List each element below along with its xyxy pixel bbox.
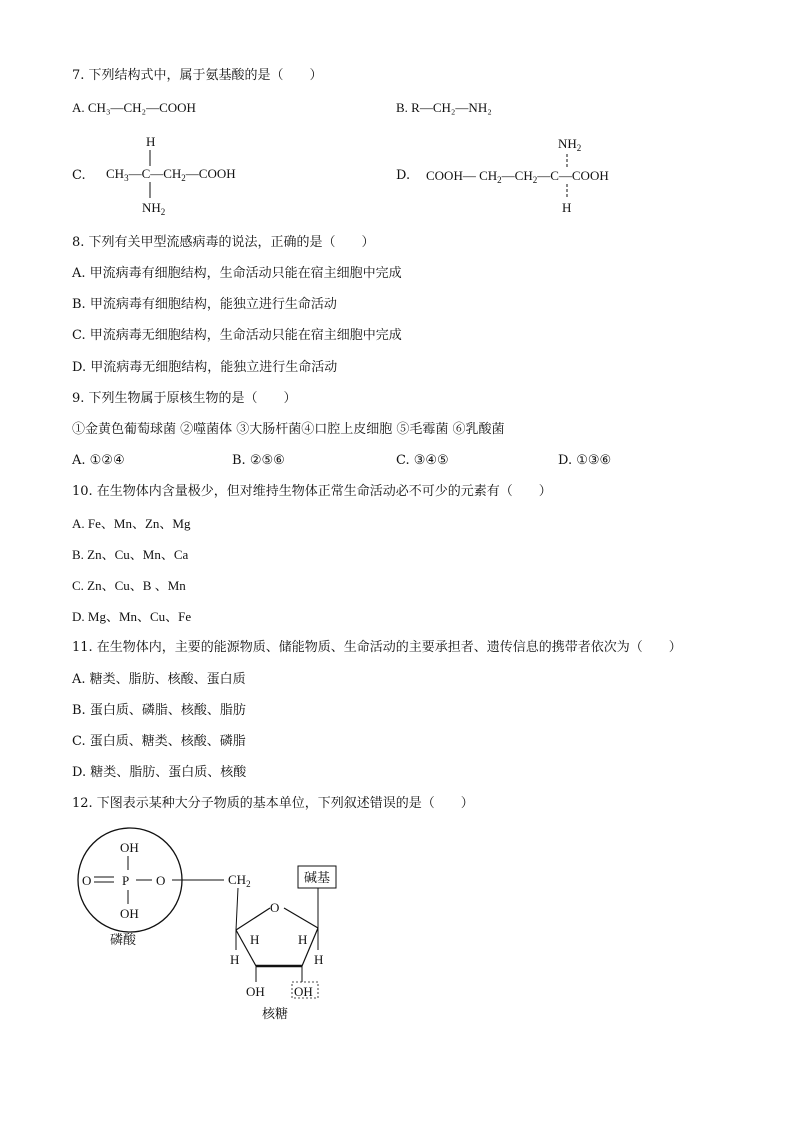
q12-nucleotide-diagram — [60, 826, 360, 1026]
q9-option-b: B. ②⑤⑥ — [232, 453, 285, 468]
ring-o: O — [270, 900, 280, 915]
q10-stem: 10. 在生物体内含量极少，但对维持生物体正常生命活动必不可少的元素有（ ） — [72, 484, 552, 499]
q7-option-d-label: D. — [396, 168, 411, 183]
q7-option-d-structure — [424, 132, 634, 216]
c-bottom-nh2: $NH_2$ — [142, 200, 166, 216]
phosphate-oh-bottom: OH — [120, 906, 139, 921]
phosphate-p: P — [122, 873, 130, 888]
h-c1-inner: H — [298, 932, 308, 947]
q9-option-a: A. ①②④ — [72, 453, 125, 468]
q7-stem: 7. 下列结构式中，属于氨基酸的是（ ） — [72, 68, 323, 83]
q10-option-d: D. Mg、Mn、Cu、Fe — [72, 609, 192, 624]
q8-option-d: D. 甲流病毒无细胞结构，能独立进行生命活动 — [72, 360, 338, 375]
q10-option-b: B. Zn、Cu、Mn、Ca — [72, 547, 189, 562]
q8-option-c: C. 甲流病毒无细胞结构，生命活动只能在宿主细胞中完成 — [72, 328, 402, 343]
oh-c2: OH — [294, 984, 313, 999]
phosphate-o-left: O — [82, 873, 92, 888]
q8-option-a: A. 甲流病毒有细胞结构，生命活动只能在宿主细胞中完成 — [72, 266, 402, 281]
q9-items: ①金黄色葡萄球菌 ②噬菌体 ③大肠杆菌④口腔上皮细胞 ⑤毛霉菌 ⑥乳酸菌 — [72, 422, 505, 437]
q9-stem: 9. 下列生物属于原核生物的是（ ） — [72, 391, 297, 406]
base-label: 碱基 — [304, 870, 331, 885]
phosphate-o-right: O — [156, 873, 166, 888]
phosphate-label: 磷酸 — [110, 932, 137, 947]
q7-option-a: A. CH₃—CH₂—COOH — [72, 100, 196, 115]
q11-option-b: B. 蛋白质、磷脂、核酸、脂肪 — [72, 703, 246, 718]
q10-option-c: C. Zn、Cu、B 、Mn — [72, 578, 186, 593]
q7-option-c-label: C. — [72, 168, 86, 183]
d-top-nh2: $NH_2$ — [558, 136, 582, 153]
phosphate-oh-top: OH — [120, 840, 139, 855]
q10-option-a: A. Fe、Mn、Zn、Mg — [72, 516, 191, 531]
ch2-label: $CH_2$ — [228, 872, 251, 889]
q7-option-b: B. R—CH₂—NH₂ — [396, 100, 492, 115]
h-c4-inner: H — [250, 932, 260, 947]
q11-option-d: D. 糖类、脂肪、蛋白质、核酸 — [72, 765, 247, 780]
d-mid-chain: COOH— $CH_2—CH_2—C—COOH$ — [426, 168, 609, 185]
q11-option-c: C. 蛋白质、糖类、核酸、磷脂 — [72, 734, 246, 749]
sugar-label: 核糖 — [262, 1006, 289, 1021]
q12-stem: 12. 下图表示某种大分子物质的基本单位，下列叙述错误的是（ ） — [72, 796, 474, 811]
q9-option-d: D. ①③⑥ — [558, 453, 612, 468]
q11-stem: 11. 在生物体内，主要的能源物质、储能物质、生命活动的主要承担者、遗传信息的携带者依次为（ ） — [72, 640, 682, 655]
h-c4-down: H — [230, 952, 240, 967]
c-top-h: H — [146, 134, 156, 149]
d-bottom-h: H — [562, 200, 572, 215]
c-mid-chain: $CH_3—C—CH_2—COOH$ — [106, 166, 236, 183]
q11-option-a: A. 糖类、脂肪、核酸、蛋白质 — [72, 672, 246, 687]
q8-option-b: B. 甲流病毒有细胞结构，能独立进行生命活动 — [72, 297, 337, 312]
h-c1-down: H — [314, 952, 324, 967]
q9-option-c: C. ③④⑤ — [396, 453, 449, 468]
q8-stem: 8. 下列有关甲型流感病毒的说法，正确的是（ ） — [72, 235, 375, 250]
q7-option-c-structure — [100, 132, 270, 216]
oh-c3: OH — [246, 984, 265, 999]
